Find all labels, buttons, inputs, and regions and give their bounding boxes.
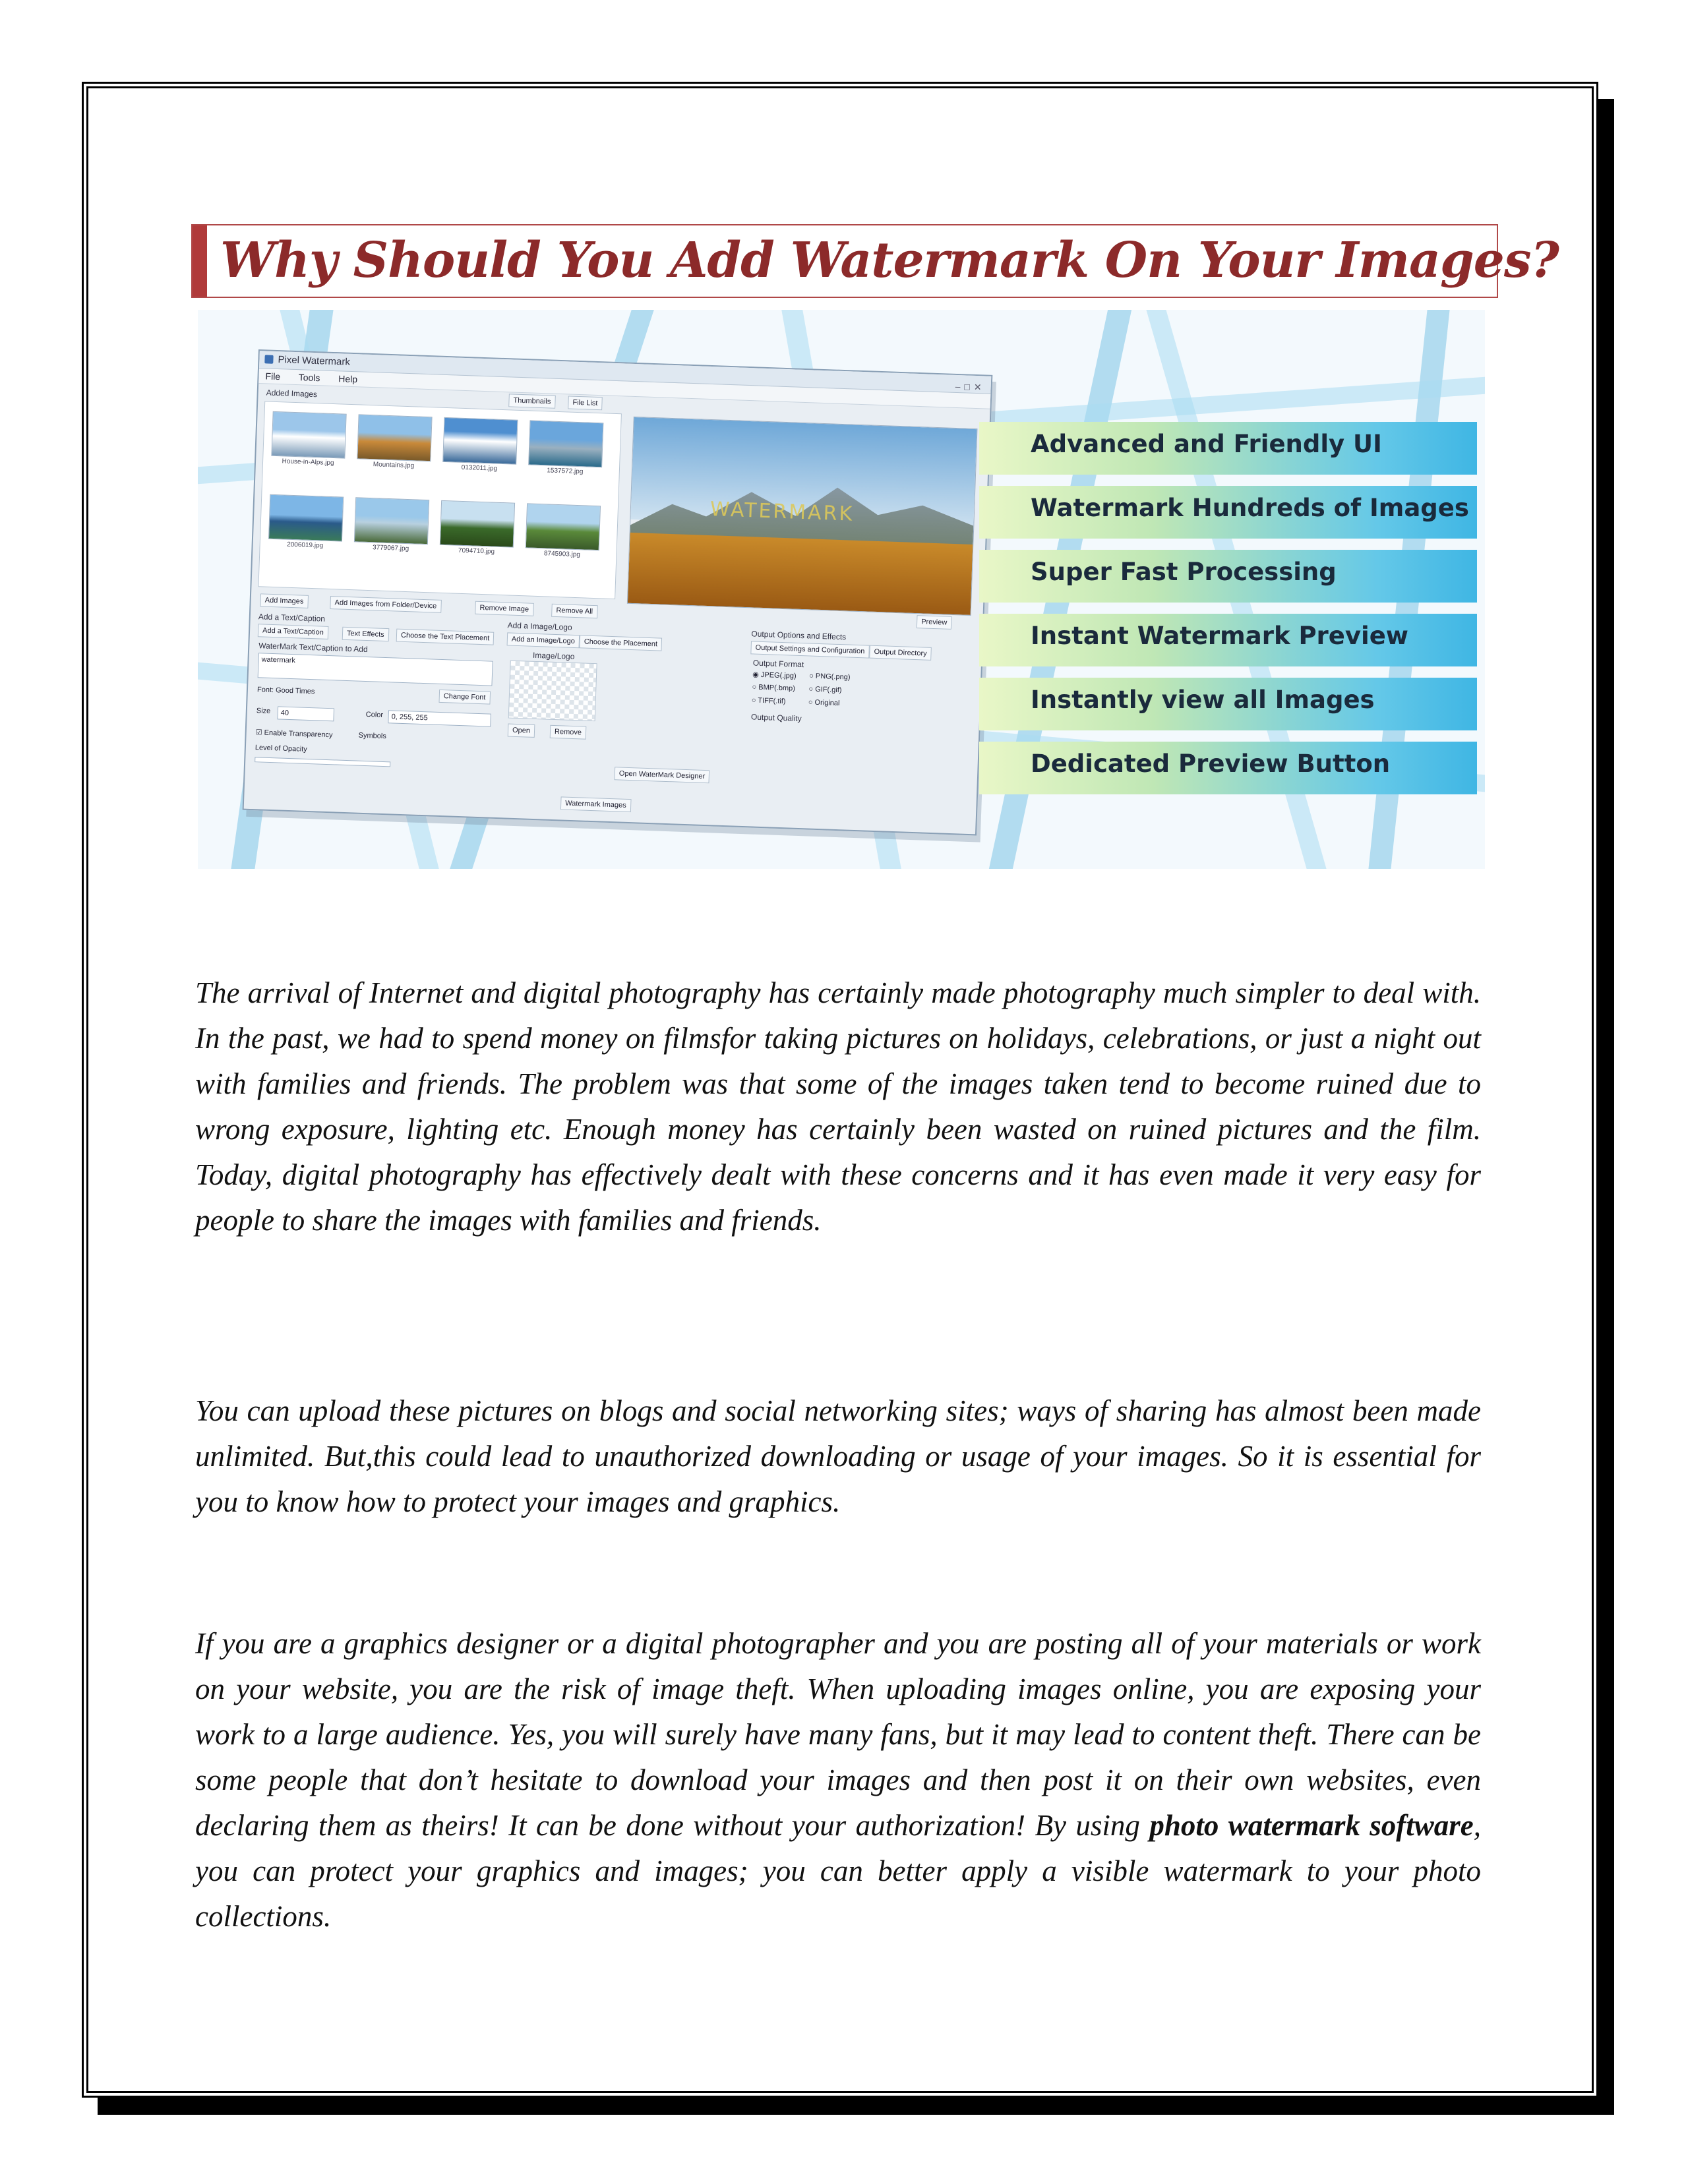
format-png: PNG(.png): [815, 672, 851, 682]
output-format-label: Output Format: [752, 658, 804, 670]
thumbnail-image[interactable]: [526, 503, 601, 550]
logo-preview-box: [508, 661, 597, 722]
tab-add-image[interactable]: Add an Image/Logo: [507, 632, 580, 648]
preview-button[interactable]: Preview: [917, 615, 952, 630]
thumbnail-caption: House-in-Alps.jpg: [282, 457, 334, 467]
format-jpeg: JPEG(.jpg): [760, 670, 797, 680]
feature-item: [979, 550, 1477, 603]
feature-item: [979, 486, 1477, 539]
thumbnail-grid: [258, 401, 622, 599]
thumbnail-caption: 0132011.jpg: [461, 463, 498, 473]
output-section-label: Output Options and Effects: [751, 629, 847, 642]
thumbnail-image[interactable]: [440, 500, 515, 548]
image-logo-label: Image/Logo: [532, 650, 575, 662]
thumbnail-caption: 1537572.jpg: [547, 467, 584, 476]
format-original: Original: [814, 698, 840, 708]
preview-watermark-text: WATERMARK: [709, 498, 855, 526]
feature-label: Instant Watermark Preview: [1031, 622, 1408, 650]
thumbnail-image[interactable]: [354, 497, 429, 545]
window-title: Pixel Watermark: [278, 354, 351, 368]
tab-output-directory[interactable]: Output Directory: [869, 645, 932, 661]
paragraph-2: You can upload these pictures on blogs and social networking sites; ways of sharing has almost been made unlimited. But,this could lead to unauthorized downloading or usage of your images. So it is essential for you to know how to protect your images and graphics.: [195, 1394, 1481, 1518]
remove-image-button[interactable]: Remove Image: [475, 601, 533, 616]
open-logo-button[interactable]: Open: [508, 724, 535, 738]
thumbnail-caption: 2006019.jpg: [286, 541, 324, 550]
feature-banner: [198, 310, 1485, 869]
thumbnail-image[interactable]: [268, 494, 344, 542]
output-quality-label: Output Quality: [750, 712, 802, 724]
menu-tools[interactable]: Tools: [298, 372, 320, 384]
app-window-screenshot: [243, 349, 993, 835]
tab-output-settings[interactable]: Output Settings and Configuration: [750, 641, 869, 658]
tab-text-effects[interactable]: Text Effects: [342, 627, 389, 641]
app-icon: [264, 355, 273, 363]
feature-label: Watermark Hundreds of Images: [1031, 494, 1469, 522]
paragraph-3-start: If you are a graphics designer or a digital photographer and you are posting all of your materials or work on your website, you are the risk of image theft. When uploading images online, you are exposing your work to a large audience. Yes, you will surely have many fans, but it may lead to content theft. There can be some people that don’t hesitate to download your images and then post it on their own websites, even declaring them as theirs! It can be done without your authorization! By using: [195, 1627, 1481, 1842]
text-caption-label: WaterMark Text/Caption to Add: [258, 641, 368, 655]
enable-transparency-checkbox[interactable]: ☑ Enable Transparency: [255, 728, 333, 740]
thumbnail-caption: Mountains.jpg: [373, 461, 415, 470]
opacity-slider[interactable]: [255, 757, 390, 767]
thumbnails-view-button[interactable]: Thumbnails: [508, 394, 556, 408]
change-font-button[interactable]: Change Font: [438, 690, 490, 705]
title-accent-bar: [193, 225, 207, 297]
paragraph-3-end: , you can protect your graphics and images; you can better apply a visible watermark to your photo collections.: [195, 1809, 1482, 1933]
watermark-preview: [627, 417, 978, 616]
feature-item: [979, 614, 1477, 666]
thumbnail-image[interactable]: [271, 411, 346, 459]
tab-image-placement[interactable]: Choose the Placement: [579, 635, 662, 651]
opacity-label: Level of Opacity: [255, 744, 307, 753]
enable-transparency-label: Enable Transparency: [264, 728, 333, 740]
watermark-images-button[interactable]: Watermark Images: [560, 796, 631, 812]
size-label: Size: [256, 707, 271, 715]
tab-add-text[interactable]: Add a Text/Caption: [258, 624, 328, 639]
open-designer-button[interactable]: Open WaterMark Designer: [615, 767, 710, 783]
preview-field: [628, 533, 973, 615]
format-option[interactable]: ○ TIFF(.tif): [751, 696, 786, 706]
thumbnail-image[interactable]: [528, 420, 603, 467]
page-title: Why Should You Add Watermark On Your Images?: [220, 232, 1559, 289]
thumbnail-caption: 8745903.jpg: [543, 550, 581, 559]
menu-file[interactable]: File: [265, 370, 281, 382]
feature-item: [979, 678, 1477, 730]
remove-logo-button[interactable]: Remove: [550, 725, 587, 740]
add-images-button[interactable]: Add Images: [260, 593, 308, 608]
added-images-label: Added Images: [266, 388, 318, 399]
feature-label: Super Fast Processing: [1031, 558, 1337, 586]
feature-label: Advanced and Friendly UI: [1031, 430, 1382, 458]
font-label-text: Font: [256, 686, 272, 695]
tab-text-placement[interactable]: Choose the Text Placement: [396, 629, 495, 645]
add-images-folder-button[interactable]: Add Images from Folder/Device: [330, 596, 441, 613]
remove-all-button[interactable]: Remove All: [551, 604, 597, 618]
format-gif: GIF(.gif): [815, 685, 842, 695]
format-option[interactable]: ◉ JPEG(.jpg): [752, 670, 797, 680]
watermark-text-input[interactable]: watermark: [258, 653, 493, 686]
window-controls-icon[interactable]: –□✕: [955, 380, 986, 393]
thumbnail-image[interactable]: [357, 414, 432, 461]
format-tiff: TIFF(.tif): [758, 696, 786, 706]
file-list-view-button[interactable]: File List: [568, 396, 603, 410]
feature-label: Dedicated Preview Button: [1031, 750, 1391, 778]
page-title-box: [191, 224, 1559, 298]
text-section-label: Add a Text/Caption: [258, 612, 326, 624]
feature-label: Instantly view all Images: [1031, 686, 1375, 714]
color-label: Color: [365, 711, 384, 719]
format-option[interactable]: ○ PNG(.png): [809, 672, 851, 682]
thumbnail-caption: 7094710.jpg: [458, 546, 495, 556]
photo-watermark-software-link: photo watermark software: [1149, 1809, 1474, 1842]
image-section-label: Add a Image/Logo: [507, 620, 572, 632]
menu-help[interactable]: Help: [338, 373, 358, 385]
format-option[interactable]: ○ Original: [808, 698, 840, 708]
format-option[interactable]: ○ GIF(.gif): [808, 685, 842, 695]
format-option[interactable]: ○ BMP(.bmp): [752, 683, 796, 693]
size-select[interactable]: 40: [277, 706, 334, 721]
paragraph-3: [195, 1621, 1481, 1939]
color-select[interactable]: 0, 255, 255: [388, 710, 491, 726]
feature-item: [979, 742, 1477, 794]
thumbnail-caption: 3779067.jpg: [372, 544, 409, 553]
format-bmp: BMP(.bmp): [758, 683, 796, 693]
feature-item: [979, 422, 1477, 475]
font-label: Font: Good Times: [256, 686, 315, 696]
font-value: Good Times: [275, 686, 315, 696]
paragraph-1: The arrival of Internet and digital photography has certainly made photography much simpler to deal with. In the past, we had to spend money on filmsfor taking pictures on holidays, celebrations, or just a night out with families and friends. The problem was that some of the images taken tend to become ruined due to wrong exposure, lighting etc. Enough money has certainly been wasted on ruined pictures and the film. Today, digital photography has effectively dealt with these concerns and it has even made it very easy for people to share the images with families and friends.: [195, 976, 1481, 1237]
thumbnail-image[interactable]: [442, 417, 518, 465]
symbols-label: Symbols: [358, 731, 387, 741]
